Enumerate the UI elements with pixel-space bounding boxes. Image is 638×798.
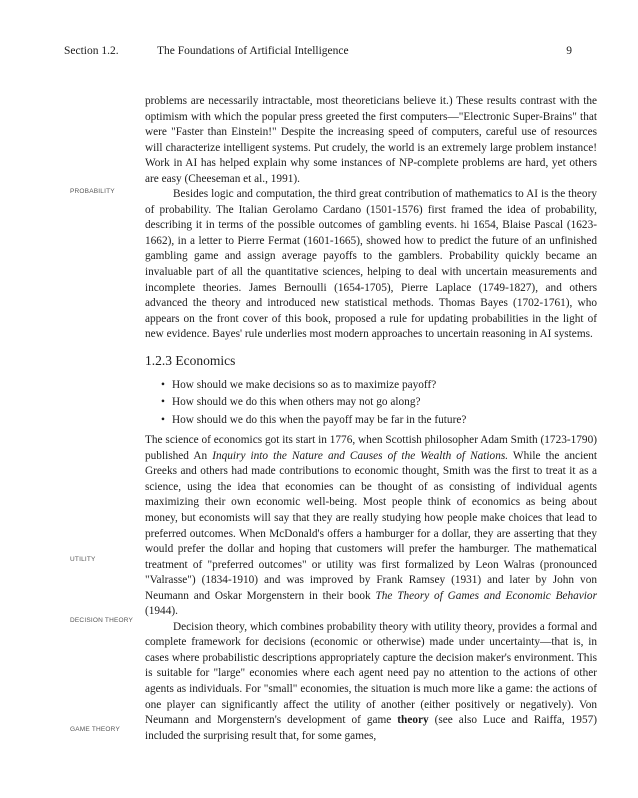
margin-note-utility: UTILITY [70, 556, 96, 563]
margin-note-decision-theory: DECISION THEORY [70, 617, 134, 624]
paragraph-probability: Besides logic and computation, the third great contribution of mathematics to AI is the theory of probability. The Italian Gerolamo Cardano (1501-1576) first framed the idea of probability, describing it in terms of the possible outcomes of gambling events. hi 1654, Blaise Pascal (1623-1662), in a letter to Pierre Fermat (1601-1665), showed how to predict the future of an unfinished gambling game and assign average payoffs to the gamblers. Probability quickly became an invaluable part of all the quantitative sciences, helping to deal with uncertain measurements and incomplete theories. James Bernoulli (1654-1705), Pierre Laplace (1749-1827), and others advanced the theory and introduced new statistical methods. Thomas Bayes (1702-1761), who appears on the front cover of this book, proposed a rule for updating probabilities in the light of new evidence. Bayes' rule underlies most modern approaches to uncertain reasoning in AI systems. [145, 188, 597, 341]
list-item-text: How should we make decisions so as to maximize payoff? [172, 378, 437, 391]
margin-note-game-theory: GAME THEORY [70, 726, 120, 733]
header-title: The Foundations of Artificial Intelligence [157, 45, 349, 57]
decision-theory-text: Decision theory, which combines probability theory with utility theory, provides a formal and complete framework for decisions (economic or otherwise) made under uncertainty—that is, in cases where probabilistic descriptions appropriately capture the decision maker's environment. This is suitable for "large" economies where each agent need pay no attention to the actions of other agents as individuals. For "small" economies, the situation is much more like a game: the actions of one player can significantly affect the utility of another (either positively or negatively). Von Neumann and Morgenstern's development of game [145, 620, 597, 727]
game-theory-term: theory [397, 714, 429, 727]
theory-of-games-title: The Theory of Games and Economic Behavior [375, 589, 597, 602]
paragraph-decision-theory [145, 620, 597, 744]
paragraph-intractability: problems are necessarily intractable, most theoreticians believe it.) These results contrast with the optimism with which the popular press greeted the first computers—"Electronic Super-Brains" that were "Faster than Einstein!" Despite the increasing speed of computers, careful use of resources will characterize intelligent systems. Put crudely, the world is an extremely large problem instance! Work in AI has helped explain why some instances of NP-complete problems are hard, yet others are easy (Cheeseman et al., 1991). [145, 95, 597, 185]
question-list [145, 377, 597, 430]
list-item: • How should we make decisions so as to maximize payoff? [161, 378, 437, 391]
list-item: • How should we do this when others may not go along? [161, 396, 421, 409]
list-item: • How should we do this when the payoff may be far in the future? [161, 413, 467, 426]
economics-text-end: (1944). [145, 605, 178, 618]
paragraph-economics [145, 433, 597, 620]
list-item-text: How should we do this when others may not go along? [172, 396, 421, 409]
decision-theory-text-end: (see also Luce and Raiffa, 1957) included the surprising result that, for some games, [145, 714, 597, 742]
header-section: Section 1.2. [64, 45, 119, 57]
list-item-text: How should we do this when the payoff may be far in the future? [172, 413, 467, 426]
wealth-of-nations-title: Inquiry into the Nature and Causes of the Wealth of Nations. [212, 449, 509, 462]
body-text [145, 94, 597, 744]
margin-note-probability: PROBABILITY [70, 188, 115, 195]
economics-text-start: The science of economics got its start in 1776, when Scottish philosopher Adam Smith (1723-1790) published An [145, 434, 597, 462]
economics-text-middle: While the ancient Greeks and others had made contributions to economic thought, Smith was the first to treat it as a science, using the idea that economies can be thought of as consisting of individual agents maximizing their own economic well-being. Most people think of economics as being about money, but economists will say that they are really studying how people make choices that lead to preferred outcomes. When McDonald's offers a hamburger for a dollar, they are asserting that they would prefer the dollar and hoping that customers will prefer the hamburger. The mathematical treatment of "preferred outcomes" or utility was first formalized by Leon Walras (pronounced "Valrasse") (1834-1910) and was improved by Frank Ramsey (1931) and later by John von Neumann and Oskar Morgenstern in their book [145, 449, 598, 602]
page-number: 9 [566, 45, 572, 57]
section-heading-economics: 1.2.3 Economics [145, 352, 236, 368]
